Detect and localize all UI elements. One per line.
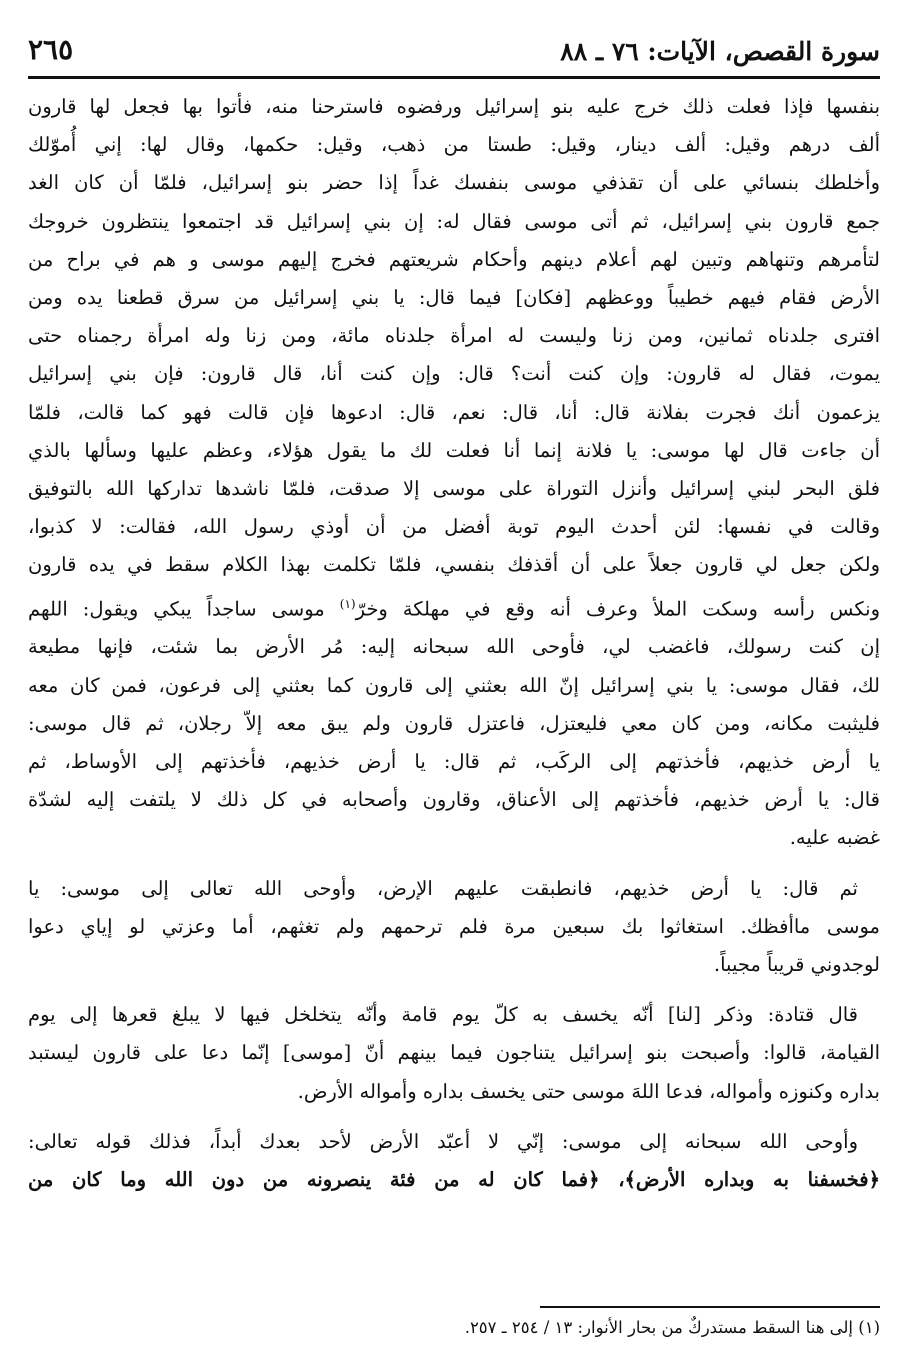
footnote-rule xyxy=(540,1306,880,1308)
text-line: وأوحى الله سبحانه إلى موسى: إنّي لا أعبّد الأرض لأحد بعدك أبداً، فذلك قوله تعالى: xyxy=(28,1129,858,1153)
paragraph-1 xyxy=(28,88,880,858)
text-line: قال قتادة: وذكر [لنا] أنّه يخسف به كلّ يوم قامة وأنّه يتخلخل فيها لا يبلغ قعرها إلى يوم xyxy=(28,1003,858,1027)
text-line: إن كنت رسولك، فاغضب لي، فأوحى الله سبحانه إليه: مُر الأرض بما شئت، فإنها مطيعة xyxy=(28,635,880,659)
text-line-with-footnote xyxy=(28,585,880,629)
running-title: سورة القصص، الآيات: ٧٦ ـ ٨٨ xyxy=(560,37,880,66)
text-line: ثم قال: يا أرض خذيهم، فانطبقت عليهم الإرض، وأوحى الله تعالى إلى موسى: يا xyxy=(28,876,858,900)
paragraph-4 xyxy=(28,1123,880,1199)
text-line: ألف درهم وقيل: ألف دينار، وقيل: طستا من ذهب، وقيل: حكمها، وقال لها: إني أُموّلك xyxy=(28,133,880,157)
text-line: فليثبت مكانه، ومن كان معي فليعتزل، فاعتزل قارون ولم يبق معه إلاّ رجلان، ثم قال موسى: xyxy=(28,711,880,735)
text-line: موسى ماأفظك. استغاثوا بك سبعين مرة فلم ترحمهم ولم تغثهم، أما وعزتي لو إياي دعوا xyxy=(28,914,880,938)
text-line: الأرض فقام فيهم خطيباً ووعظهم [فكان] فيما قال: يا بني إسرائيل من سرق قطعنا يده ومن xyxy=(28,286,880,310)
text-line: يزعمون أنك فجرت بفلانة قال: أنا، قال: نعم، قال: ادعوها فإن قالت فهو كما قالت، فلمّا xyxy=(28,400,880,424)
text-line: فلق البحر لبني إسرائيل وأنزل التوراة على موسى إلا صدقت، فلمّا ناشدها تداركها الله بالتوفيق xyxy=(28,477,880,501)
body-text xyxy=(28,88,880,1199)
text-line: بنفسها فإذا فعلت ذلك خرج عليه بنو إسرائيل ورفضوه فاسترحنا منه، فأتوا بها فجعل لها قارون xyxy=(28,95,880,118)
text-line: جمع قارون بني إسرائيل، ثم أتى موسى فقال له: إن بني إسرائيل قد اجتمعوا ينتظرون خروجك xyxy=(28,209,880,233)
paragraph-3 xyxy=(28,996,880,1111)
paragraph-2 xyxy=(28,870,880,985)
header-rule xyxy=(28,76,880,79)
footnote-number: (١) xyxy=(858,1318,880,1337)
text-line: لك، فقال موسى: يا بني إسرائيل إنّ الله بعثني إلى قارون كما بعثني إلى فرعون، فمن كان معه xyxy=(28,673,880,697)
text-line: وقالت في نفسها: لئن أحدث اليوم توبة أفضل من أن أوذي رسول الله، فقالت: لا كذبوا، xyxy=(28,515,880,539)
text-line: ولكن جعل لي قارون جعلاً على أن أقذفك بنفسي، فلمّا تكلمت بهذا الكلام سقط في يده قارون xyxy=(28,553,880,577)
text-segment: ونكس رأسه وسكت الملأ وعرف أنه وقع في مهلكة وخرّ xyxy=(355,597,880,621)
text-line: أن جاءت قال لها موسى: يا فلانة إنما أنا فعلت لك ما يقول هؤلاء، وعظم عليها وسألها بالذي xyxy=(28,438,880,462)
text-line: لتأمرهم وتنهاهم وتبين لهم أعلام دينهم وأحكام شريعتهم فخرج إليهم موسى و هم في براح من xyxy=(28,247,880,271)
page-number: ٢٦٥ xyxy=(28,33,74,66)
quran-verse-line: ﴿فخسفنا به وبداره الأرض﴾، ﴿فما كان له من فئة ينصرونه من دون الله وما كان من xyxy=(28,1167,880,1191)
text-segment: موسى ساجداً يبكي ويقول: اللهم xyxy=(28,597,340,621)
text-line: بداره وكنوزه وأمواله، فدعا اللهَ موسى حتى يخسف بداره وأمواله الأرض. xyxy=(297,1079,880,1103)
footnote xyxy=(28,1318,880,1337)
text-line: غضبه عليه. xyxy=(789,826,880,850)
page-header xyxy=(28,26,880,66)
footnote-text: إلى هنا السقط مستدركٌ من بحار الأنوار: ١٣ / ٢٥٤ ـ ٢٥٧. xyxy=(464,1318,853,1337)
text-line: قال: يا أرض خذيهم، فأخذتهم إلى الأعناق، وقارون وأصحابه في كل ذلك لا يلتفت إليه لشدّة xyxy=(28,788,880,812)
footnote-marker[interactable]: (١) xyxy=(339,596,356,611)
text-line: يا أرض خذيهم، فأخذتهم إلى الركَب، ثم قال: يا أرض خذيهم، فأخذتهم إلى الأوساط، ثم xyxy=(28,749,880,773)
text-line: وأخلطك بنسائي على أن تقذفي موسى بنفسك غداً إذا حضر بنو إسرائيل، فلمّا أن كان الغد xyxy=(28,171,880,195)
text-line: لوجدوني قريباً مجيباً. xyxy=(713,952,880,976)
text-line: القيامة، قالوا: وأصبحت بنو إسرائيل يتناجون فيما بينهم أنّ [موسى] إنّما دعا على قارون ليستبد xyxy=(28,1041,880,1065)
text-line: يموت، فقال له قارون: وإن كنت أنت؟ قال: وإن كنت أنا، قال قارون: فإن بني إسرائيل xyxy=(28,362,880,386)
text-line: افترى جلدناه ثمانين، ومن زنا وليست له امرأة جلدناه مائة، ومن زنا وله امرأة رجمناه حتى xyxy=(28,324,880,348)
